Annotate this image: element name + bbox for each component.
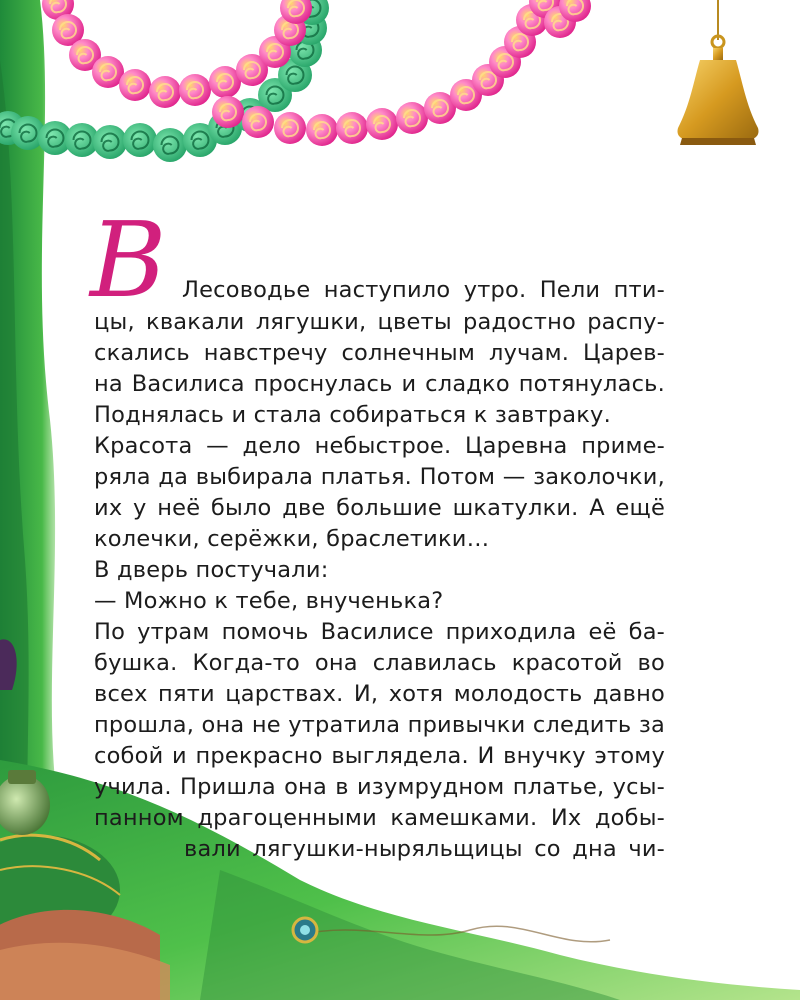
text-line: скались навстречу солнечным лучам. Царев-	[94, 340, 665, 366]
text-line: всех пяти царствах. И, хотя молодость давно	[94, 681, 665, 707]
text-line: их у неё было две большие шкатулки. А ещё	[94, 495, 665, 521]
green-bead	[93, 125, 127, 159]
drop-cap: В	[90, 199, 167, 321]
green-bead	[153, 128, 187, 162]
text-line: Красота — дело небыстрое. Царевна приме-	[94, 433, 665, 459]
text-line: — Можно к тебе, внученька?	[94, 588, 444, 614]
text-line: В дверь постучали:	[94, 557, 329, 583]
text-line: колечки, серёжки, браслетики…	[94, 526, 490, 552]
text-line: Лесоводье наступило утро. Пели пти-	[182, 277, 665, 303]
text-line: бушка. Когда-то она славилась красотой во	[94, 650, 665, 676]
text-line: на Василиса проснулась и сладко потянулась.	[94, 371, 665, 397]
text-line: панном драгоценными камешками. Их добы-	[94, 805, 665, 831]
text-line: Поднялась и стала собираться к завтраку.	[94, 402, 611, 428]
green-bead	[123, 123, 157, 157]
text-line: цы, квакали лягушки, цветы радостно распу-	[94, 309, 665, 335]
text-line: собой и прекрасно выглядела. И внучку этому	[94, 743, 665, 769]
text-line: ряла да выбирала платья. Потом — заколочки,	[94, 464, 665, 490]
text-line: По утрам помочь Василисе приходила её ба-	[94, 619, 665, 645]
text-line: вали лягушки-ныряльщицы со дна чи-	[184, 836, 665, 862]
text-line: прошла, она не утратила привычки следить за	[94, 712, 665, 738]
text-line: учила. Пришла она в изумрудном платье, усы-	[94, 774, 665, 800]
